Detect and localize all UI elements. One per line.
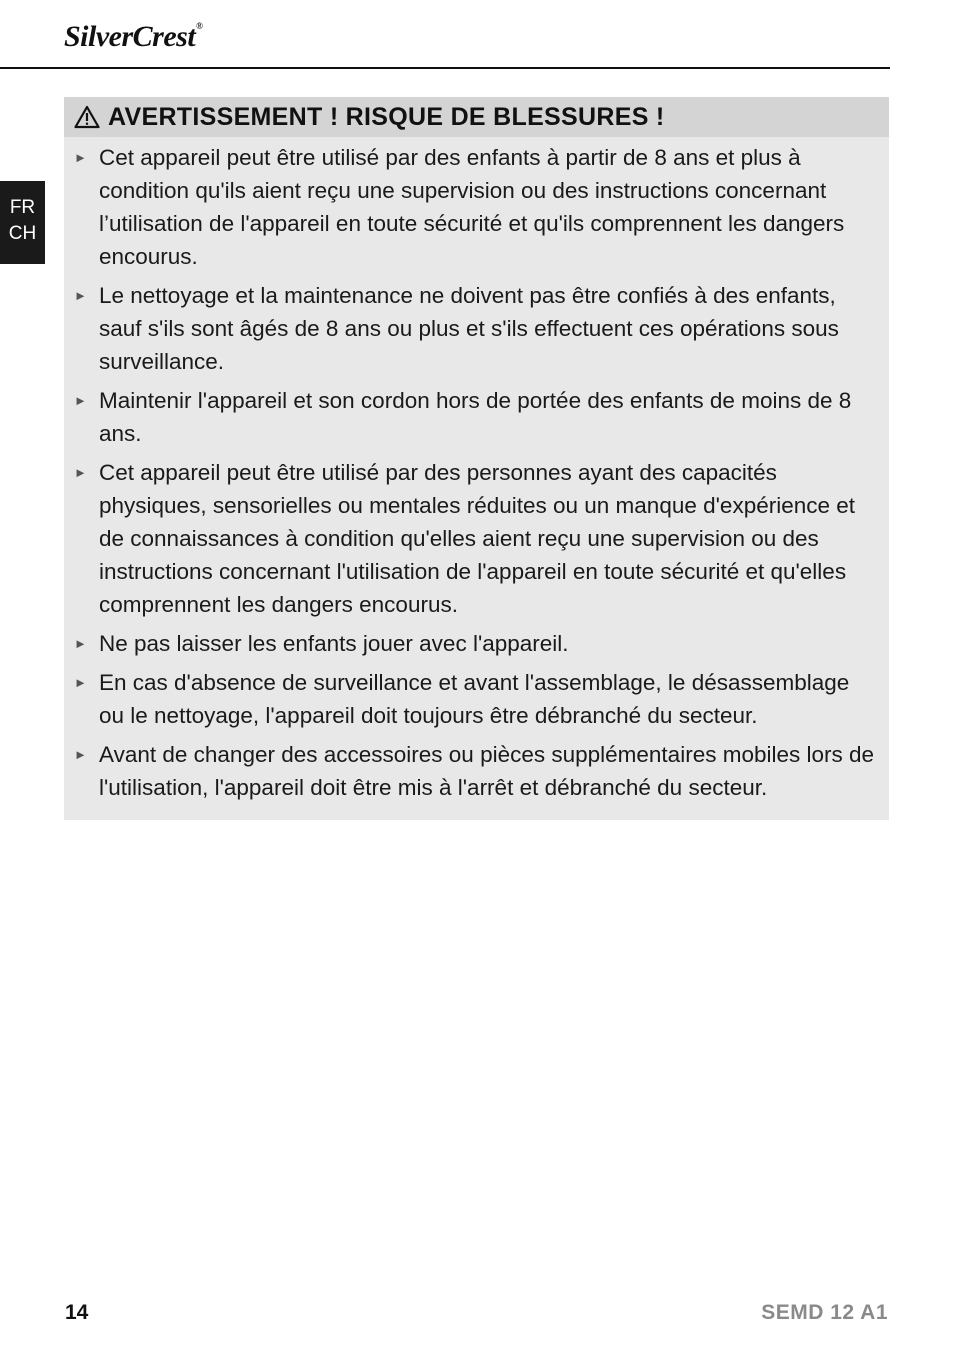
arrow-right-icon: ► [74,636,87,651]
warning-item-text: Ne pas laisser les enfants jouer avec l'appareil. [99,631,569,656]
header-divider [0,67,890,69]
warning-item [74,666,875,732]
warning-item-text: Le nettoyage et la maintenance ne doivent pas être confiés à des enfants, sauf s'ils sont âgés de 8 ans ou plus et s'ils effectuent ces opérations sous surveillance. [99,283,839,374]
language-tab-line2: CH [8,223,37,244]
warning-item-text: Cet appareil peut être utilisé par des enfants à partir de 8 ans et plus à condition qu'ils aient reçu une supervision ou des instructions concernant l’utilisation de l'appareil en toute sécurité et qu'ils comprennent les dangers encourus. [99,145,845,269]
warning-title: AVERTISSEMENT ! RISQUE DE BLESSURES ! [108,102,665,131]
arrow-right-icon: ► [74,747,87,762]
warning-item [74,627,875,660]
arrow-right-icon: ► [74,288,87,303]
language-tab [0,181,45,264]
arrow-right-icon: ► [74,465,87,480]
brand-logo [64,22,202,52]
model-number: SEMD 12 A1 [761,1301,888,1324]
warning-item [74,738,875,804]
warning-item-text: Avant de changer des accessoires ou pièces supplémentaires mobiles lors de l'utilisation, l'appareil doit être mis à l'arrêt et débranché du secteur. [99,742,875,800]
warning-item-text: Maintenir l'appareil et son cordon hors de portée des enfants de moins de 8 ans. [99,388,852,446]
warning-triangle-icon [74,105,100,129]
warning-item [74,279,875,378]
brand-name: SilverCrest [64,20,196,53]
language-tab-line1: FR [9,197,36,218]
warning-item-text: Cet appareil peut être utilisé par des personnes ayant des capacités physiques, sensorielles ou mentales réduites ou un manque d'expérience et de connaissances à condition qu'elles aient reçu une supervision ou des instructions concernant l'utilisation de l'appareil en toute sécurité et qu'elles comprennent les dangers encourus. [99,460,856,617]
warning-list [64,137,889,804]
warning-item [74,141,875,273]
arrow-right-icon: ► [74,675,87,690]
page-number: 14 [65,1301,89,1324]
warning-item [74,456,875,621]
arrow-right-icon: ► [74,150,87,165]
warning-header [64,97,889,137]
registered-mark: ® [196,21,203,31]
arrow-right-icon: ► [74,393,87,408]
warning-item [74,384,875,450]
warning-box [64,97,889,820]
warning-item-text: En cas d'absence de surveillance et avant l'assemblage, le désassemblage ou le nettoyage, l'appareil doit toujours être débranché du secteur. [99,670,850,728]
